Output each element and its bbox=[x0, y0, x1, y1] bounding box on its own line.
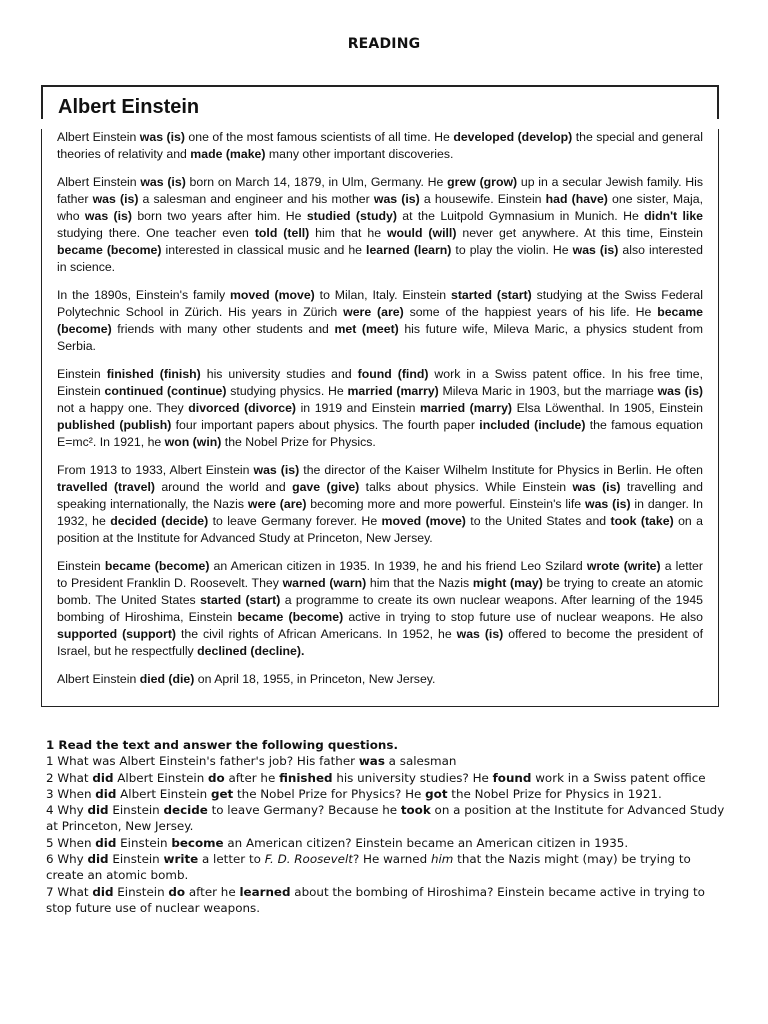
text-run: was (is) bbox=[92, 192, 139, 206]
text-run: a programme to create its own nuclear weapons. After learning of the 1945 bombing of Hiroshima, Einstein bbox=[57, 593, 703, 624]
text-run: after he bbox=[185, 884, 240, 899]
text-run: the famous equation E=mc². In 1921, he bbox=[57, 418, 703, 449]
text-run: was (is) bbox=[657, 384, 704, 398]
text-run: about the bombing of Hiroshima? Einstein became active in trying to stop future use of nuclear weapons. bbox=[46, 884, 705, 915]
text-run: was (is) bbox=[253, 463, 300, 477]
text-run: the Nobel Prize for Physics? He bbox=[233, 786, 426, 801]
text-run: the special and general theories of relativity and bbox=[57, 130, 703, 161]
text-run: an American citizen? Einstein became an American citizen in 1935. bbox=[223, 835, 629, 850]
text-run: four important papers about physics. The fourth paper bbox=[171, 418, 480, 432]
question-5 bbox=[46, 835, 726, 851]
text-run: found bbox=[492, 770, 532, 785]
text-run: to the United States and bbox=[465, 514, 611, 528]
text-run: was bbox=[358, 754, 385, 769]
article-box bbox=[41, 85, 719, 707]
text-run: 1 Read the text and answer the following questions. bbox=[46, 738, 398, 752]
text-run: a salesman bbox=[384, 754, 457, 769]
text-run: grew (grow) bbox=[447, 175, 518, 189]
text-run: Einstein bbox=[57, 559, 105, 573]
article-title: Albert Einstein bbox=[58, 96, 200, 118]
text-run: did bbox=[87, 803, 109, 818]
paragraph-zurich bbox=[57, 287, 703, 355]
text-run: didn't like bbox=[644, 209, 703, 223]
question-1 bbox=[46, 753, 726, 769]
text-run: learned bbox=[239, 884, 291, 899]
text-run: decide bbox=[163, 803, 208, 818]
text-run: work in a Swiss patent office. In his free time, Einstein bbox=[57, 367, 703, 398]
text-run: studied (study) bbox=[306, 209, 397, 223]
text-run: moved (move) bbox=[229, 288, 315, 302]
text-run: learned (learn) bbox=[366, 243, 452, 257]
text-run: his future wife, Mileva Maric, a physics student from Serbia. bbox=[57, 322, 703, 353]
text-run: 5 When bbox=[46, 835, 96, 850]
text-run: divorced (divorce) bbox=[188, 401, 297, 415]
text-run: started (start) bbox=[200, 593, 281, 607]
text-run: to Milan, Italy. Einstein bbox=[314, 288, 451, 302]
text-run: F. D. Roosevelt bbox=[264, 852, 353, 867]
text-run: some of the happiest years of his life. He bbox=[403, 305, 658, 319]
text-run: his university studies and bbox=[200, 367, 358, 381]
text-run: to play the violin. He bbox=[451, 243, 573, 257]
text-run: became (become) bbox=[104, 559, 210, 573]
text-run: on a position at the Institute for Advanced Study at Princeton, New Jersey. bbox=[57, 514, 703, 545]
question-6 bbox=[46, 851, 726, 884]
text-run: did bbox=[92, 884, 114, 899]
text-run: Einstein bbox=[108, 852, 164, 867]
text-run: Albert Einstein bbox=[57, 130, 140, 144]
text-run: the Nobel Prize for Physics in 1921. bbox=[447, 786, 662, 801]
text-run: travelling and speaking internationally, the Nazis bbox=[57, 480, 703, 511]
text-run: 3 When bbox=[46, 786, 96, 801]
text-run: up in a secular Jewish family. His father bbox=[57, 175, 704, 206]
questions-section bbox=[46, 737, 726, 916]
question-4 bbox=[46, 802, 726, 835]
text-run: at the Luitpold Gymnasium in Munich. He bbox=[396, 209, 645, 223]
text-run: an American citizen in 1935. In 1939, he and his friend Leo Szilard bbox=[209, 559, 587, 573]
text-run: found (find) bbox=[357, 367, 429, 381]
question-3 bbox=[46, 786, 726, 802]
text-run: did bbox=[95, 835, 117, 850]
text-run: become bbox=[171, 835, 224, 850]
text-run: had (have) bbox=[545, 192, 608, 206]
text-run: took bbox=[400, 803, 431, 818]
text-run: a salesman and engineer and his mother bbox=[138, 192, 374, 206]
text-run: also interested in science. bbox=[57, 243, 703, 274]
text-run: supported (support) bbox=[57, 627, 177, 641]
text-run: a housewife. Einstein bbox=[419, 192, 546, 206]
text-run: told (tell) bbox=[254, 226, 310, 240]
text-run: born two years after him. He bbox=[131, 209, 307, 223]
text-run: one of the most famous scientists of all time. He bbox=[184, 130, 454, 144]
text-run: took (take) bbox=[610, 514, 674, 528]
text-run: continued (continue) bbox=[104, 384, 227, 398]
text-run: became (become) bbox=[57, 305, 703, 336]
text-run: in danger. In 1932, he bbox=[57, 497, 703, 528]
text-run: Einstein bbox=[113, 884, 169, 899]
text-run: 1 What was Albert Einstein's father's job? His father bbox=[46, 754, 359, 769]
text-run: declined (decline). bbox=[197, 644, 305, 658]
text-run: active in trying to stop future use of nuclear weapons. He also bbox=[343, 610, 703, 624]
text-run: was (is) bbox=[572, 480, 621, 494]
text-run: married (marry) bbox=[419, 401, 513, 415]
question-7 bbox=[46, 884, 726, 917]
text-run: Albert Einstein bbox=[57, 672, 140, 686]
text-run: his university studies? He bbox=[332, 770, 493, 785]
questions-header bbox=[46, 737, 726, 753]
text-run: to leave Germany forever. He bbox=[208, 514, 382, 528]
text-run: was (is) bbox=[456, 627, 504, 641]
paragraph-death bbox=[57, 671, 703, 688]
text-run: Mileva Maric in 1903, but the marriage bbox=[438, 384, 658, 398]
text-run: on a position at the Institute for Advanced Study at Princeton, New Jersey. bbox=[46, 803, 725, 834]
text-run: a letter to President Franklin D. Roosevelt. They bbox=[57, 559, 703, 590]
text-run: that the Nazis might (may) be trying to create an atomic bomb. bbox=[46, 852, 691, 883]
page-heading: READING bbox=[347, 36, 421, 52]
text-run: were (are) bbox=[343, 305, 404, 319]
text-run: was (is) bbox=[84, 209, 132, 223]
text-run: him that he bbox=[309, 226, 387, 240]
text-run: born on March 14, 1879, in Ulm, Germany. He bbox=[185, 175, 448, 189]
text-run: in 1919 and Einstein bbox=[296, 401, 420, 415]
text-run: 2 What bbox=[46, 770, 93, 785]
text-run: him that the Nazis bbox=[366, 576, 473, 590]
text-run: did bbox=[95, 786, 117, 801]
text-run: included (include) bbox=[479, 418, 586, 432]
text-run: From 1913 to 1933, Albert Einstein bbox=[57, 463, 254, 477]
text-run: met (meet) bbox=[334, 322, 399, 336]
text-run: finished bbox=[279, 770, 333, 785]
text-run: did bbox=[92, 770, 114, 785]
text-run: published (publish) bbox=[57, 418, 172, 432]
text-run: Einstein bbox=[108, 803, 164, 818]
text-run: 4 Why bbox=[46, 803, 88, 818]
text-run: write bbox=[163, 852, 199, 867]
text-run: started (start) bbox=[451, 288, 532, 302]
text-run: warned (warn) bbox=[282, 576, 367, 590]
paragraph-america bbox=[57, 558, 703, 660]
text-run: In the 1890s, Einstein's family bbox=[57, 288, 230, 302]
text-run: became (become) bbox=[57, 243, 162, 257]
text-run: decided (decide) bbox=[110, 514, 209, 528]
paragraph-childhood bbox=[57, 174, 703, 276]
text-run: studying there. One teacher even bbox=[57, 226, 255, 240]
text-run: would (will) bbox=[386, 226, 457, 240]
text-run: 7 What bbox=[46, 884, 93, 899]
question-2 bbox=[46, 770, 726, 786]
text-run: work in a Swiss patent office bbox=[531, 770, 706, 785]
text-run: many other important discoveries. bbox=[265, 147, 454, 161]
text-run: studying at the Swiss Federal Polytechnic School in Zürich. His years in Zürich bbox=[57, 288, 704, 319]
text-run: was (is) bbox=[572, 243, 619, 257]
text-run: not a happy one. They bbox=[57, 401, 189, 415]
paragraph-patent-office bbox=[57, 366, 703, 451]
text-run: died (die) bbox=[139, 672, 195, 686]
text-run: Albert Einstein bbox=[57, 175, 141, 189]
paragraph-intro bbox=[57, 129, 703, 163]
text-run: finished (finish) bbox=[106, 367, 201, 381]
text-run: was (is) bbox=[373, 192, 420, 206]
text-run: on April 18, 1955, in Princeton, New Jersey. bbox=[194, 672, 436, 686]
text-run: do bbox=[208, 770, 225, 785]
text-run: was (is) bbox=[140, 175, 186, 189]
text-run: moved (move) bbox=[381, 514, 466, 528]
text-run: travelled (travel) bbox=[57, 480, 155, 494]
text-run: made (make) bbox=[190, 147, 266, 161]
text-run: offered to become the president of Israel, but he respectfully bbox=[57, 627, 704, 658]
text-run: a letter to bbox=[198, 852, 265, 867]
text-run: studying physics. He bbox=[226, 384, 348, 398]
text-run: 6 Why bbox=[46, 852, 88, 867]
text-run: got bbox=[425, 786, 448, 801]
text-run: Einstein bbox=[116, 835, 172, 850]
text-run: be trying to create an atomic bomb. The United States bbox=[57, 576, 703, 607]
text-run: might (may) bbox=[472, 576, 543, 590]
text-run: developed (develop) bbox=[453, 130, 573, 144]
text-run: gave (give) bbox=[292, 480, 360, 494]
text-run: the Nobel Prize for Physics. bbox=[221, 435, 376, 449]
text-run: the civil rights of African Americans. In 1952, he bbox=[176, 627, 457, 641]
text-run: get bbox=[210, 786, 234, 801]
text-run: ? He warned bbox=[352, 852, 431, 867]
text-run: married (marry) bbox=[347, 384, 439, 398]
text-run: was (is) bbox=[139, 130, 185, 144]
text-run: were (are) bbox=[247, 497, 307, 511]
text-run: wrote (write) bbox=[586, 559, 661, 573]
text-run: interested in classical music and he bbox=[161, 243, 367, 257]
text-run: never get anywhere. At this time, Einstein bbox=[456, 226, 703, 240]
text-run: became (become) bbox=[237, 610, 344, 624]
text-run: Einstein bbox=[57, 367, 107, 381]
text-run: the director of the Kaiser Wilhelm Institute for Physics in Berlin. He often bbox=[299, 463, 704, 477]
text-run: do bbox=[168, 884, 186, 899]
text-run: Albert Einstein bbox=[113, 770, 209, 785]
text-run: talks about physics. While Einstein bbox=[359, 480, 573, 494]
text-run: was (is) bbox=[585, 497, 631, 511]
text-run: did bbox=[87, 852, 109, 867]
text-run: him bbox=[430, 852, 454, 867]
text-run: to leave Germany? Because he bbox=[207, 803, 401, 818]
text-run: becoming more and more powerful. Einstein's life bbox=[306, 497, 586, 511]
article-text bbox=[57, 129, 703, 699]
paragraph-berlin bbox=[57, 462, 703, 547]
text-run: after he bbox=[224, 770, 280, 785]
text-run: around the world and bbox=[154, 480, 293, 494]
text-run: friends with many other students and bbox=[111, 322, 335, 336]
text-run: won (win) bbox=[164, 435, 222, 449]
text-run: Albert Einstein bbox=[116, 786, 211, 801]
text-run: one sister, Maja, who bbox=[57, 192, 703, 223]
text-run: Elsa Löwenthal. In 1905, Einstein bbox=[512, 401, 703, 415]
